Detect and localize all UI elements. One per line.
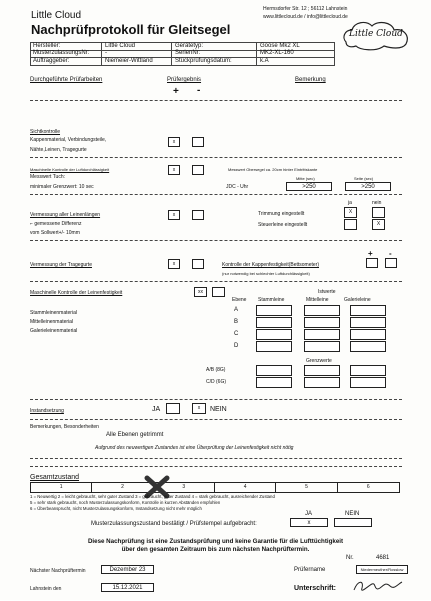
grenz-row-label: C/D (6G) [206, 379, 226, 385]
grenzwerte-heading: Grenzwerte [306, 358, 332, 364]
stueckpruefung-value: k.A [260, 58, 269, 64]
kappe-title: Kontrolle der Kappenfestigkeit(Bettsometer) [222, 262, 319, 268]
leinen-line-2: vom Sollwert+/- 10mm [30, 230, 80, 236]
istwerte-heading: Istwerte [318, 289, 336, 295]
zulassung-value: - [105, 50, 107, 56]
datum-value[interactable]: 15.12.2021 [101, 583, 154, 592]
seriennr-label: SerienNr: [175, 50, 201, 56]
zustand-scale-cell[interactable]: 4 [215, 483, 276, 492]
pruefername-label: Prüfername [294, 567, 326, 573]
trimmung-nein-checkbox[interactable] [372, 207, 385, 218]
galerie-cell[interactable] [350, 317, 386, 328]
signature [350, 576, 406, 596]
luft-plus-checkbox[interactable]: x [168, 165, 180, 175]
steuer-ja-checkbox[interactable] [344, 219, 357, 230]
stamm-cell[interactable] [256, 329, 292, 340]
leinen-plus-checkbox[interactable]: x [168, 210, 180, 220]
notice-line-2: über den gesamten Zeitraum bis zum nächsten Nachprüftermin. [121, 546, 310, 553]
info-grid [30, 42, 335, 66]
grenz-stamm-cell[interactable] [256, 377, 292, 388]
instand-nein-checkbox[interactable]: x [192, 403, 206, 414]
col-arbeiten-heading: Durchgeführte Prüfarbeiten [30, 77, 103, 83]
material-1: Stammleinenmaterial [30, 310, 77, 316]
nr-value: 4681 [376, 555, 390, 561]
trage-title: Vermessung der Tragegurte [30, 262, 92, 268]
kappe-minus-checkbox[interactable] [385, 258, 397, 268]
mittel-cell[interactable] [304, 329, 340, 340]
bemerkung-line-2: Aufgrund des neuwertigen Zustandes ist eine Überprüfung der Leinenfestigkeit nicht nötig [95, 445, 294, 451]
zustand-legend-2: 5 = sehr stark gebraucht, noch Musterzulassungskonform, Kontrolle in kurzen Abständen empfohlen [30, 500, 221, 505]
bestaetigt-nein-heading: NEIN [345, 511, 360, 517]
naechster-label: Nächster Nachprüftermin [30, 568, 86, 574]
kappe-plus-sign: + [368, 249, 373, 258]
luft-mess-label: Messwert Obersegel ca. 20cm hinter Eintrittskante [228, 167, 318, 172]
luft-title: Maschinelle Kontrolle der Luftdurchlässigkeit [30, 167, 110, 172]
luft-mitte-label: Mitte (sec) [296, 176, 315, 181]
grenz-row-label: A/B (8G) [206, 367, 226, 373]
bemerkungen-label: Bemerkungen, Besonderheiten [30, 424, 99, 430]
plus-sign: + [173, 86, 179, 97]
address-line-2: www.littlecloud.de / info@littlecloud.de [263, 14, 348, 20]
galerie-cell[interactable] [350, 305, 386, 316]
unterschrift-label: Unterschrift: [294, 585, 337, 592]
bemerkung-line-1: Alle Ebenen getrimmt [106, 432, 164, 438]
festigkeit-title: Maschinelle Kontrolle der Leinenfestigkeit [30, 290, 123, 296]
pruefername-value[interactable]: Niedermeuther/Rosslow [356, 565, 408, 574]
festigkeit-minus-checkbox[interactable] [212, 287, 225, 297]
sicht-title: Sichtkontrolle [30, 129, 61, 135]
little-cloud-logo [340, 18, 412, 52]
zustand-scale-cell[interactable]: 1 [31, 483, 92, 492]
geraetetyp-value: Goose Mk2 XL [260, 43, 300, 49]
notice-line-1: Diese Nachprüfung ist eine Zustandsprüfung und keine Garantie für die Lufttüchtigkeit [87, 538, 344, 545]
trimmung-ja-checkbox[interactable]: X [344, 207, 357, 218]
ebene-row-label: B [234, 319, 239, 325]
zustand-scale-cell[interactable]: 3 [154, 483, 215, 492]
bestaetigt-nein-box[interactable] [334, 518, 372, 527]
luft-minus-checkbox[interactable] [192, 165, 204, 175]
grenzwerte-table [206, 365, 396, 395]
ebene-row-label: D [234, 343, 239, 349]
zustand-scale-cell[interactable]: 6 [366, 484, 370, 490]
auftraggeber-value: Niemeier-Wittland [105, 58, 153, 64]
geraetetyp-label: Gerätetyp: [175, 43, 204, 49]
naechster-value[interactable]: Dezember 23 [101, 565, 154, 574]
stamm-cell[interactable] [256, 317, 292, 328]
steuer-label: Steuerleine eingestellt [258, 222, 308, 228]
mittel-cell[interactable] [304, 341, 340, 352]
leinen-minus-checkbox[interactable] [192, 210, 204, 220]
logo-text: Little Cloud [349, 29, 403, 39]
leinen-ja-heading: ja [348, 200, 352, 206]
leinen-title: Vermessung aller Leinenlängen [30, 212, 101, 218]
minus-sign: - [197, 85, 201, 96]
luft-mitte-value[interactable]: >250 [286, 182, 332, 191]
checkmark-icon: ⌐ [30, 221, 35, 227]
zustand-scale-cell[interactable]: 2 [92, 483, 153, 492]
trage-minus-checkbox[interactable] [192, 259, 204, 269]
grenz-galerie-cell[interactable] [350, 377, 386, 388]
material-3: Galerieleinenmaterial [30, 328, 78, 334]
grenz-stamm-cell[interactable] [256, 365, 292, 376]
kappe-minus-sign: - [389, 249, 392, 258]
zustand-legend-1: 1 = Neuwertig 2 = leicht gebraucht, sehr guter Zustand 3 = gebraucht, guter Zustand 4 = stark gebraucht, ausreichender Zustand [30, 494, 275, 499]
stueckpruefung-label: Stückprüfungsdatum: [175, 58, 232, 64]
luft-seite-value[interactable]: >250 [345, 182, 391, 191]
instand-ja-checkbox[interactable] [166, 403, 180, 414]
sicht-plus-checkbox[interactable]: x [168, 137, 180, 147]
sicht-line-1: Kappenmaterial, Verbindungsteile, [30, 137, 107, 143]
instand-nein-label: NEIN [210, 406, 227, 413]
zustand-scale-cell[interactable]: 5 [276, 483, 337, 492]
ebene-row-label: C [234, 331, 239, 337]
zustand-scale[interactable] [30, 482, 400, 493]
sicht-minus-checkbox[interactable] [192, 137, 204, 147]
nr-label: Nr. [346, 555, 354, 561]
sicht-line-2: Nähte,Leinen, Tragegurte [30, 147, 87, 153]
mittel-heading: Mittelleine [306, 297, 329, 303]
bestaetigt-ja-heading: JA [305, 511, 313, 517]
galerie-heading: Galerieleine [344, 297, 371, 303]
leinen-nein-heading: nein [372, 200, 382, 206]
auftraggeber-label: Auftraggeber: [33, 58, 70, 64]
bestaetigt-ja-box[interactable]: x [290, 518, 328, 527]
kappe-note: (nur notwendig bei schlechter Luftdurchlässigkeit) [222, 271, 310, 276]
hersteller-value: Little Cloud [105, 43, 136, 49]
document-title: Nachprüfprotokoll für Gleitsegel [31, 22, 231, 37]
luft-line-1: Messwert Tuch: [30, 174, 66, 180]
ebene-row-label: A [234, 307, 239, 313]
festigkeit-plus-checkbox[interactable]: xx [194, 287, 207, 297]
col-ergebnis-heading: Prüfergebnis [167, 77, 202, 83]
galerie-cell[interactable] [350, 329, 386, 340]
ort-datum-label: Lahnstein den [30, 586, 62, 592]
company-name: Little Cloud [31, 10, 82, 21]
stamm-cell[interactable] [256, 341, 292, 352]
zulassung-label: MusterzulassungsNr: [33, 50, 90, 56]
mittel-cell[interactable] [304, 317, 340, 328]
col-bemerkung-heading: Bemerkung [295, 77, 326, 83]
trage-plus-checkbox[interactable]: x [168, 259, 180, 269]
zustand-label: Gesamtzustand [30, 474, 80, 481]
steuer-nein-checkbox[interactable]: X [372, 219, 385, 230]
instand-label: Instandsetzung [30, 408, 64, 414]
hersteller-label: Hersteller: [33, 43, 61, 49]
stamm-cell[interactable] [256, 305, 292, 316]
luft-line-2: minimaler Grenzwert: 10 sec [30, 184, 94, 190]
grenz-galerie-cell[interactable] [350, 365, 386, 376]
zustand-legend-3: 6 = Überbeansprucht, nicht Musterzulassungskonform, Instandsetzung nicht mehr möglich [30, 506, 202, 511]
leinen-line-1: ⌐ gemessene Differenz [30, 221, 82, 227]
ebene-heading: Ebene [232, 297, 247, 303]
istwerte-table [226, 305, 396, 365]
material-2: Mittelleinenmaterial [30, 319, 74, 325]
galerie-cell[interactable] [350, 341, 386, 352]
luft-jdc-label: JDC - Uhr [226, 184, 249, 190]
seriennr-value: MK2-XL-160 [260, 50, 294, 56]
grenz-mittel-cell[interactable] [304, 365, 340, 376]
instand-ja-label: JA [152, 406, 161, 413]
kappe-plus-checkbox[interactable] [366, 258, 378, 268]
mittel-cell[interactable] [304, 305, 340, 316]
address-line-1: Hermsdorfer Str. 12 ; 56112 Lahnstein [263, 6, 348, 12]
bestaetigt-label: Musterzulassungszustand bestätigt / Prüfstempel aufgebracht: [91, 521, 257, 527]
stamm-heading: Stammleine [258, 297, 285, 303]
grenz-mittel-cell[interactable] [304, 377, 340, 388]
trimmung-label: Trimmung eingestellt [258, 211, 305, 217]
luft-seite-label: Seite (sec) [354, 176, 374, 181]
